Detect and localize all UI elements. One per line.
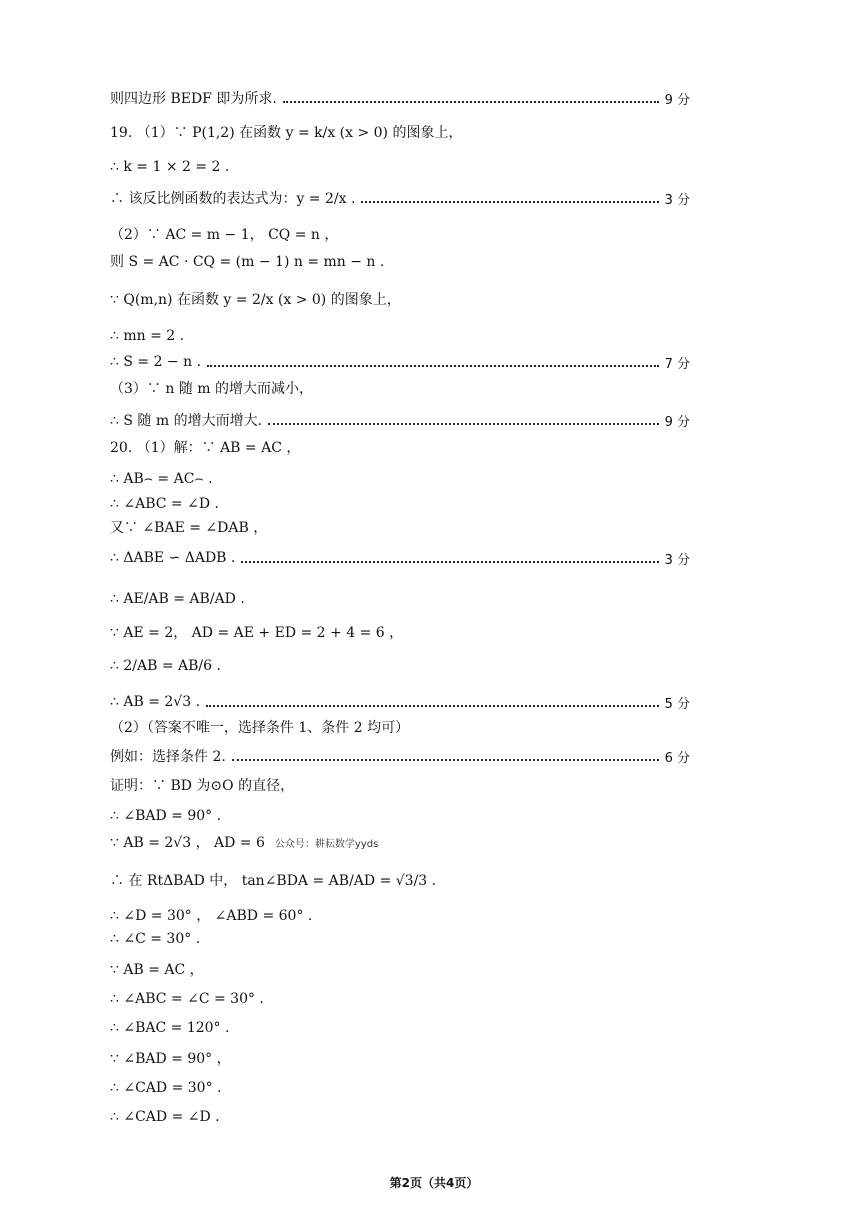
line-33 — [110, 1076, 690, 1100]
line-26-text: ∴ 在 RtΔBAD 中， tan∠BDA = AB/AD = √3/3 . — [110, 873, 437, 889]
line-19-text: ∴ 2/AB = AB/6 . — [110, 658, 221, 674]
line-22-text: 例如：选择条件 2. — [110, 749, 226, 765]
line-3 — [110, 155, 690, 179]
line-24-text: ∴ ∠BAD = 90° . — [110, 808, 222, 824]
line-31-text: ∴ ∠BAC = 120° . — [110, 1020, 230, 1036]
dot-leader — [241, 561, 658, 563]
score-label: 7 分 — [664, 356, 690, 372]
line-2 — [110, 120, 690, 144]
score-label: 9 分 — [664, 414, 690, 430]
line-12 — [110, 435, 690, 459]
line-13 — [110, 467, 690, 491]
line-34 — [110, 1105, 690, 1129]
line-4-text: ∴ 该反比例函数的表达式为：y = 2/x . — [110, 191, 356, 207]
score-label: 5 分 — [664, 696, 690, 712]
line-7 — [110, 287, 690, 311]
line-7-text: ∵ Q(m,n) 在函数 y = 2/x (x > 0) 的图象上， — [110, 292, 401, 308]
line-30-text: ∴ ∠ABC = ∠C = 30° . — [110, 991, 264, 1007]
score-label: 3 分 — [664, 552, 690, 568]
line-29 — [110, 957, 690, 981]
line-33-text: ∴ ∠CAD = 30° . — [110, 1080, 222, 1096]
line-27 — [110, 903, 690, 927]
line-32 — [110, 1046, 690, 1070]
line-25 — [110, 830, 690, 854]
line-27-text: ∴ ∠D = 30° ， ∠ABD = 60° . — [110, 908, 313, 924]
dot-leader — [206, 705, 659, 707]
line-20-text: ∴ AB = 2√3 . — [110, 694, 201, 710]
line-14 — [110, 492, 690, 516]
line-11 — [110, 408, 690, 432]
line-3-text: ∴ k = 1 × 2 = 2 . — [110, 159, 230, 175]
line-18 — [110, 620, 690, 644]
line-8 — [110, 324, 690, 348]
line-24 — [110, 804, 690, 828]
line-1 — [110, 86, 690, 110]
line-25-text: ∵ AB = 2√3 ， AD = 6 — [110, 835, 265, 851]
dot-leader — [361, 201, 658, 203]
line-20 — [110, 690, 690, 714]
line-4 — [110, 186, 690, 210]
line-21 — [110, 715, 690, 739]
score-label: 9 分 — [664, 92, 690, 108]
line-10 — [110, 376, 690, 400]
dot-leader — [207, 365, 659, 367]
dot-leader — [283, 101, 659, 103]
line-15-text: 又∵ ∠BAE = ∠DAB ， — [110, 520, 268, 536]
line-31 — [110, 1016, 690, 1040]
line-11-text: ∴ S 随 m 的增大而增大. — [110, 413, 263, 429]
line-23-text: 证明：∵ BD 为⊙O 的直径， — [110, 778, 295, 794]
line-29-text: ∵ AB = AC ， — [110, 962, 204, 978]
line-21-text: （2）（答案不唯一，选择条件 1、条件 2 均可） — [110, 720, 410, 736]
line-28 — [110, 927, 690, 951]
line-13-text: ∴ AB⌢ = AC⌢ . — [110, 471, 213, 487]
line-30 — [110, 987, 690, 1011]
line-22 — [110, 744, 690, 768]
line-16 — [110, 546, 690, 570]
line-12-text: 20. （1）解：∵ AB = AC ， — [110, 440, 301, 456]
line-1-text: 则四边形 BEDF 即为所求. — [110, 91, 277, 107]
watermark-text: 公众号：耕耘数学yyds — [274, 838, 379, 850]
line-10-text: （3）∵ n 随 m 的增大而减小， — [110, 381, 313, 397]
line-26 — [110, 868, 690, 892]
score-label: 6 分 — [664, 750, 690, 766]
line-17 — [110, 587, 690, 611]
line-9 — [110, 350, 690, 374]
line-14-text: ∴ ∠ABC = ∠D . — [110, 496, 219, 512]
line-15 — [110, 515, 690, 539]
line-2-text: 19. （1）∵ P(1,2) 在函数 y = k/x (x > 0) 的图象上， — [110, 125, 463, 141]
line-9-text: ∴ S = 2 − n . — [110, 354, 202, 370]
line-5 — [110, 222, 690, 246]
line-32-text: ∵ ∠BAD = 90° ， — [110, 1051, 231, 1067]
dot-leader — [268, 423, 659, 425]
dot-leader — [232, 759, 659, 761]
line-19 — [110, 654, 690, 678]
line-17-text: ∴ AE/AB = AB/AD . — [110, 591, 245, 607]
line-8-text: ∴ mn = 2 . — [110, 328, 185, 344]
score-label: 3 分 — [664, 192, 690, 208]
line-5-text: （2）∵ AC = m − 1， CQ = n ， — [110, 227, 339, 243]
line-34-text: ∴ ∠CAD = ∠D . — [110, 1109, 220, 1125]
line-18-text: ∵ AE = 2， AD = AE + ED = 2 + 4 = 6 ， — [110, 625, 404, 641]
page-footer: 第2页（共4页） — [389, 1176, 479, 1190]
line-6-text: 则 S = AC · CQ = (m − 1) n = mn − n . — [110, 254, 385, 270]
line-6 — [110, 249, 690, 273]
line-23 — [110, 773, 690, 797]
line-16-text: ∴ ΔABE ∽ ΔADB . — [110, 550, 236, 566]
line-28-text: ∴ ∠C = 30° . — [110, 931, 201, 947]
